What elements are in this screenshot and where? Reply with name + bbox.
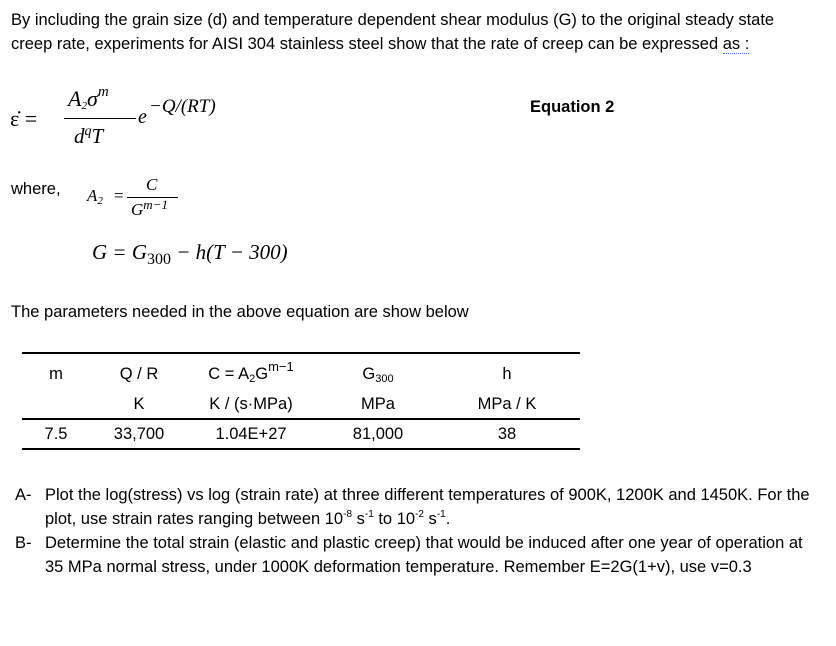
question-list [11,483,811,579]
header-q-over-r: Q / R [119,365,159,383]
unit-q-over-r: K [133,395,145,413]
value-h: 38 [497,425,517,443]
a2-lhs: $A_2$ [87,186,103,207]
intro-text: By including the grain size (d) and temperature dependent shear modulus (G) to the original steady state creep rate, experiments for AISI 304 stainless steel show that the rate of creep can be expressed [11,11,775,53]
table-mid-rule [22,418,580,420]
value-c: 1.04E+27 [215,425,287,443]
eq2-denominator: $d^qT$ [74,124,104,148]
question-a-text: Plot the log(stress) vs log (strain rate) at three different temperatures of 900K, 1200K and 1450K. For the plot, use strain rates ranging between $10^{-8}$ $s^{-1}$ to $10^{-2}$ $s^{-1}$. [45,486,810,528]
unit-h: MPa / K [477,395,537,413]
header-m: m [49,365,63,383]
where-label: where, [11,180,61,198]
unit-g300: MPa [361,395,395,413]
question-b-label: B- [15,534,32,552]
g-definition: $G = G_{300} - h(T - 300)$ [92,240,288,268]
table-top-rule [22,352,580,354]
value-q-over-r: 33,700 [113,425,165,443]
header-h: h [502,365,512,383]
eq2-numerator: $A_2\sigma^m$ [68,84,109,112]
intro-paragraph [11,8,811,56]
question-a-label: A- [15,486,32,504]
eq2-fraction-bar [64,118,136,119]
as-text: as : [722,35,750,53]
eq2-exp-power: −Q/(RT) [149,96,216,117]
question-b-text: Determine the total strain (elastic and plastic creep) that would be induced after one year of operation at 35 MPa normal stress, under 1000K deformation temperature. Remember E=2G(1+v), use v=0.3 [45,534,803,576]
parameters-sentence: The parameters needed in the above equation are show below [11,303,469,321]
value-g300: 81,000 [352,425,404,443]
a2-numerator: C [146,175,158,194]
question-a [11,483,811,531]
a2-denominator: $G^{m-1}$ [131,197,168,219]
strain-rate-symbol: ε̇ = [10,106,38,131]
a2-equals: = [114,186,124,205]
equation-label: Equation 2 [530,98,615,116]
eq2-exp-base: e [138,106,147,128]
header-g300: $G_{300}$ [362,365,394,385]
unit-c: K / (s·MPa) [209,395,293,413]
parameters-table [22,352,582,452]
header-c: $C = A_2G^{m-1}$ [208,359,294,385]
table-bottom-rule [22,448,580,450]
value-m: 7.5 [44,425,68,443]
question-b [11,531,811,579]
